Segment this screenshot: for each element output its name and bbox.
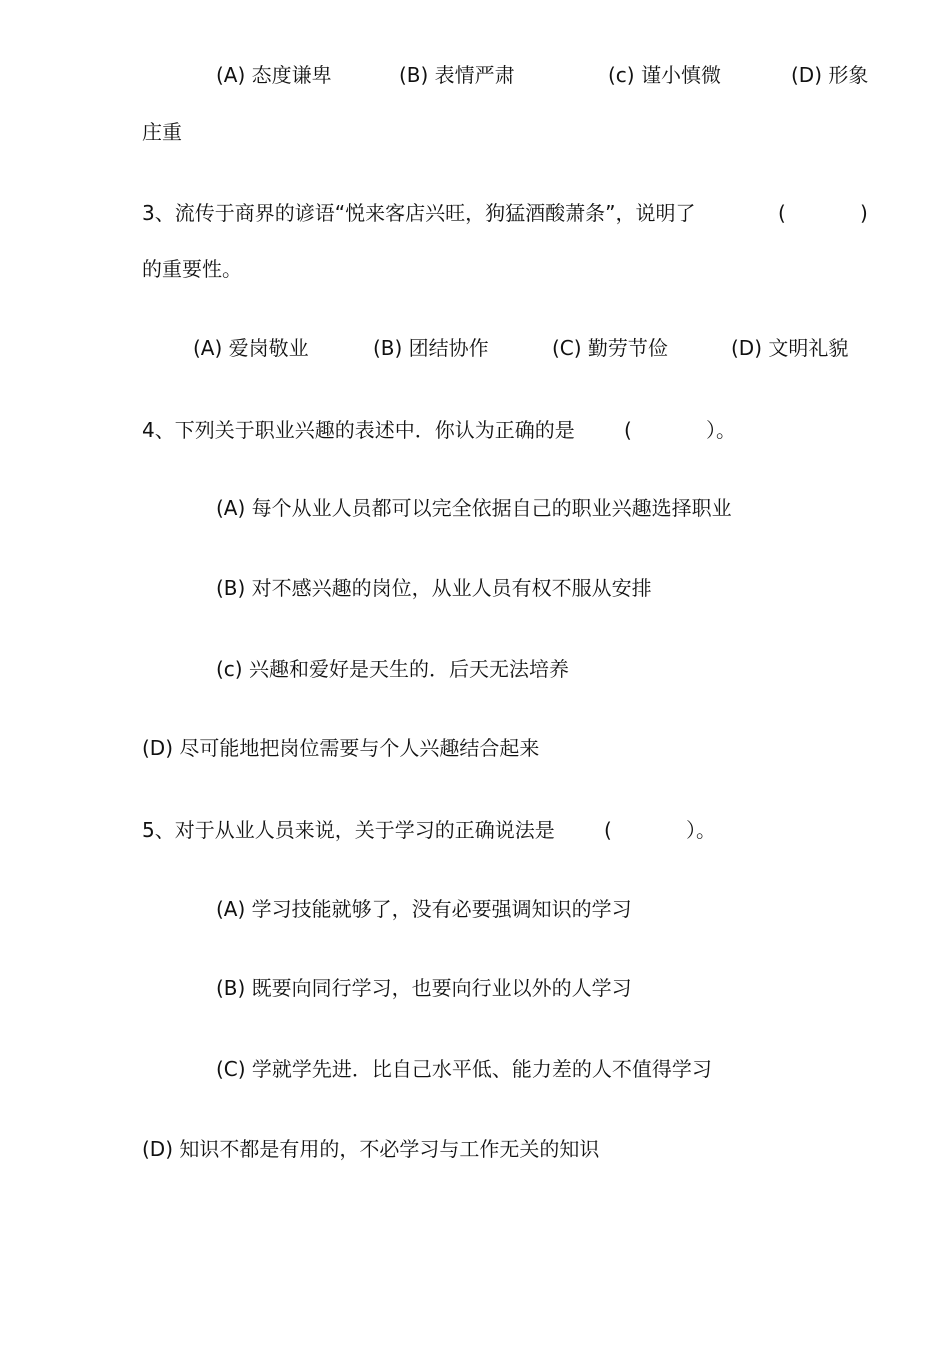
q5-option-c: (C) 学就学先进．比自己水平低、能力差的人不值得学习 — [216, 1057, 712, 1081]
q3-option-d: (D) 文明礼貌 — [731, 336, 849, 360]
q3-stem: 3、流传于商界的谚语“悦来客店兴旺，狗猛酒酸萧条”，说明了 — [142, 201, 696, 225]
q5-answer-paren-close: ）。 — [686, 818, 716, 842]
q5-option-a: (A) 学习技能就够了，没有必要强调知识的学习 — [216, 897, 632, 921]
q3-stem-continuation: 的重要性。 — [142, 257, 242, 281]
q2-option-c: (c) 谨小慎微 — [608, 63, 721, 87]
q4-option-a: (A) 每个从业人员都可以完全依据自己的职业兴趣选择职业 — [216, 496, 732, 520]
q5-answer-paren-open: ( — [604, 818, 612, 842]
q4-answer-paren-open: ( — [624, 418, 632, 442]
q5-option-b: (B) 既要向同行学习，也要向行业以外的人学习 — [216, 976, 632, 1000]
q3-answer-paren-open: ( — [778, 201, 786, 225]
q4-answer-paren-close: ）。 — [706, 418, 736, 442]
q3-answer-paren-close: ) — [860, 201, 868, 225]
q2-option-a: (A) 态度谦卑 — [216, 63, 332, 87]
q2-option-d-continuation: 庄重 — [142, 120, 182, 144]
q4-option-d: (D) 尽可能地把岗位需要与个人兴趣结合起来 — [142, 736, 540, 760]
q3-option-b: (B) 团结协作 — [373, 336, 489, 360]
q2-option-b: (B) 表情严肃 — [399, 63, 515, 87]
q5-stem: 5、对于从业人员来说，关于学习的正确说法是 — [142, 818, 555, 842]
q4-option-c: (c) 兴趣和爱好是天生的．后天无法培养 — [216, 657, 569, 681]
q3-option-a: (A) 爱岗敬业 — [193, 336, 309, 360]
q5-option-d: (D) 知识不都是有用的，不必学习与工作无关的知识 — [142, 1137, 600, 1161]
q4-stem: 4、下列关于职业兴趣的表述中．你认为正确的是 — [142, 418, 575, 442]
q2-option-d: (D) 形象 — [791, 63, 869, 87]
q3-option-c: (C) 勤劳节俭 — [552, 336, 668, 360]
q4-option-b: (B) 对不感兴趣的岗位，从业人员有权不服从安排 — [216, 576, 652, 600]
